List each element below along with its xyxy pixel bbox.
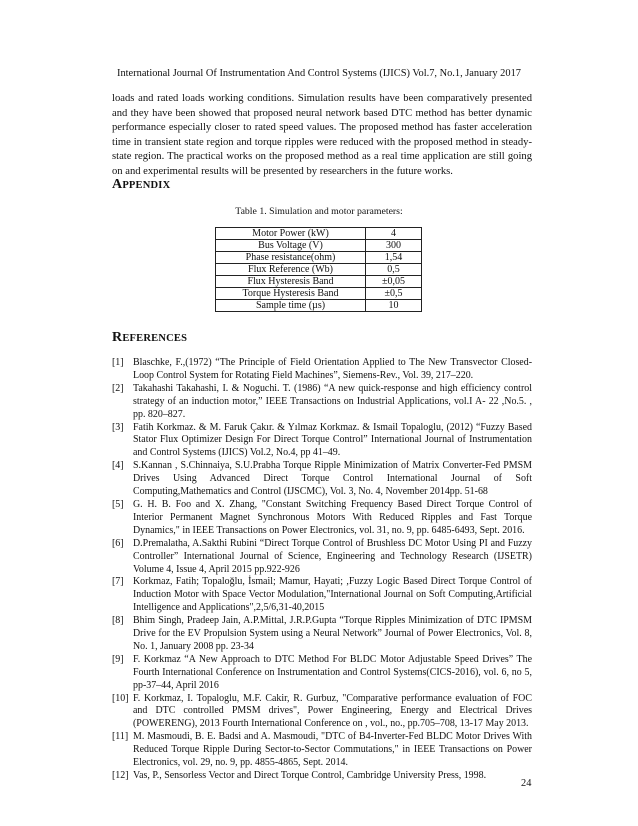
table-caption: Table 1. Simulation and motor parameters: bbox=[235, 206, 403, 217]
appendix-heading-initial: A bbox=[112, 177, 123, 192]
reference-number: [4] bbox=[112, 460, 124, 472]
table-row bbox=[216, 240, 422, 252]
table-row bbox=[216, 252, 422, 264]
value-cell: 1,54 bbox=[366, 252, 422, 264]
value-cell: 10 bbox=[366, 300, 422, 312]
reference-text: Fatih Korkmaz. & M. Faruk Çakır. & Yılmaz Korkmaz. & Ismail Topaloglu, (2012) “Fuzzy Based Stator Flux Optimizer Design For Direct Torque Control” International Journal of Instrumentation and Control Systems (IJICS) Vol.2, No.4, pp 41–49. bbox=[133, 421, 532, 459]
reference-item bbox=[112, 731, 532, 770]
parameters-table bbox=[215, 227, 422, 312]
value-cell: 0,5 bbox=[366, 264, 422, 276]
reference-text: F. Korkmaz “A New Approach to DTC Method For BLDC Motor Adjustable Speed Drives” The Fourth International Conference on Instrumentation and Control Systems(CICS-2016), vol. 6, no 5, pp-37–44, April 2016 bbox=[133, 653, 532, 691]
reference-number: [12] bbox=[112, 770, 129, 781]
reference-number: [11] bbox=[112, 731, 129, 743]
reference-number: [1] bbox=[112, 357, 124, 368]
reference-number: [7] bbox=[112, 576, 124, 588]
reference-list bbox=[112, 357, 532, 783]
reference-text: F. Korkmaz, I. Topaloglu, M.F. Cakir, R. Gurbuz, "Comparative performance evaluation of FOC and DTC controlled PMSM drives", Power Engineering, Energy and Electrical Drives (POWERENG), 2013 Fourth International Conference on , vol., no., pp.705–708, 13-17 May 2013. bbox=[133, 692, 532, 730]
table-row bbox=[216, 264, 422, 276]
reference-text: D.Premalatha, A.Sakthi Rubini “Direct Torque Control of Brushless DC Motor Using PI and Fuzzy Controller” International Journal of Science, Engineering and Technology Research (IJSETR) Volume 4, Issue 4, April 2015 pp.922-926 bbox=[133, 537, 532, 575]
references-heading bbox=[112, 330, 187, 346]
appendix-heading bbox=[112, 177, 170, 193]
value-cell: ±0,5 bbox=[366, 288, 422, 300]
param-cell: Flux Reference (Wb) bbox=[216, 264, 366, 276]
param-cell: Bus Voltage (V) bbox=[216, 240, 366, 252]
appendix-heading-rest: PPENDIX bbox=[122, 180, 171, 191]
page-number: 24 bbox=[521, 778, 532, 789]
reference-text: Takahashi Takahashi, I. & Noguchi. T. (1986) “A new quick-response and high efficiency control strategy of an induction motor,” IEEE Transactions on Industrial Applications, vol.I A- 22 ,No.5. , pp. 820–827. bbox=[133, 382, 532, 420]
reference-text: Korkmaz, Fatih; Topaloğlu, İsmail; Mamur, Hayati; ,Fuzzy Logic Based Direct Torque Control of Induction Motor with Space Vector Modulation,"International Journal on Soft Computing,Artificial Intelligence and Applications",2,5/6,31-40,2015 bbox=[133, 576, 532, 614]
reference-text: Blaschke, F.,(1972) “The Principle of Field Orientation Applied to The New Transvector Closed-Loop Control System for Rotating Field Machines”, Siemens-Rev., Vol. 39, 217–220. bbox=[133, 357, 532, 381]
param-cell: Motor Power (kW) bbox=[216, 228, 366, 240]
param-cell: Phase resistance(ohm) bbox=[216, 252, 366, 264]
value-cell: 4 bbox=[366, 228, 422, 240]
reference-item bbox=[112, 357, 532, 383]
conclusion-paragraph: loads and rated loads working conditions. Simulation results have been comparatively presented and they have been showed that proposed neural network based DTC method has better dynamic performance especially closer to rated speed values. The proposed method has faster acceleration time in transient state region and torque ripples were reduced with the proposed method in steady-state region. The practical works on the proposed method as a real time application are still going on and experimental results will be presented by researchers in the future works. bbox=[112, 93, 532, 177]
reference-text: Bhim Singh, Pradeep Jain, A.P.Mittal, J.R.P.Gupta “Torque Ripples Minimization of DTC IPMSM Drive for the EV Propulsion System using a Neural Network” Journal of Power Electronics, Vol. 8, No. 1, January 2008 pp. 23-34 bbox=[133, 615, 532, 652]
reference-item bbox=[112, 422, 532, 461]
reference-item bbox=[112, 654, 532, 693]
reference-item bbox=[112, 693, 532, 732]
param-cell: Torque Hysteresis Band bbox=[216, 288, 366, 300]
reference-number: [3] bbox=[112, 421, 124, 433]
reference-number: [9] bbox=[112, 653, 124, 665]
reference-item bbox=[112, 770, 532, 783]
reference-item bbox=[112, 460, 532, 499]
value-cell: 300 bbox=[366, 240, 422, 252]
table-row bbox=[216, 276, 422, 288]
reference-text: M. Masmoudi, B. E. Badsi and A. Masmoudi, "DTC of B4-Inverter-Fed BLDC Motor Drives With Reduced Torque Ripple During Sector-to-Sector Commutations," in IEEE Transactions on Power Electronics, vol. 29, no. 9, pp. 4855-4865, Sept. 2014. bbox=[133, 731, 532, 769]
references-heading-initial: R bbox=[112, 330, 123, 345]
running-header: International Journal Of Instrumentation And Control Systems (IJICS) Vol.7, No.1, January 2017 bbox=[117, 68, 521, 79]
table-row bbox=[216, 288, 422, 300]
reference-text: G. H. B. Foo and X. Zhang, "Constant Switching Frequency Based Direct Torque Control of Interior Permanent Magnet Synchronous Motors With Reduced Ripples and Fast Torque Dynamics," in IEEE Transactions on Power Electronics, vol. 31, no. 9, pp. 6485-6493, Sept. 2016. bbox=[133, 498, 532, 536]
reference-item bbox=[112, 538, 532, 577]
table-row bbox=[216, 300, 422, 312]
value-cell: ±0,05 bbox=[366, 276, 422, 288]
param-cell: Sample time (µs) bbox=[216, 300, 366, 312]
reference-number: [2] bbox=[112, 382, 124, 394]
reference-text: S.Kannan , S.Chinnaiya, S.U.Prabha Torque Ripple Minimization of Matrix Converter-Fed PMSM Drives Using Advanced Direct Torque Control International Journal of Soft Computing,Mathematics and Control (IJSCMC), Vol. 3, No. 4, November 2014pp. 51-68 bbox=[133, 460, 532, 498]
param-cell: Flux Hysteresis Band bbox=[216, 276, 366, 288]
reference-number: [5] bbox=[112, 498, 124, 510]
reference-item bbox=[112, 383, 532, 422]
references-heading-rest: EFERENCES bbox=[122, 333, 188, 344]
table-row bbox=[216, 228, 422, 240]
reference-number: [10] bbox=[112, 692, 129, 704]
reference-item bbox=[112, 615, 532, 654]
reference-text: Vas, P., Sensorless Vector and Direct Torque Control, Cambridge University Press, 1998. bbox=[133, 770, 487, 781]
reference-item bbox=[112, 499, 532, 538]
reference-number: [8] bbox=[112, 615, 124, 627]
reference-number: [6] bbox=[112, 537, 124, 549]
reference-item bbox=[112, 576, 532, 615]
